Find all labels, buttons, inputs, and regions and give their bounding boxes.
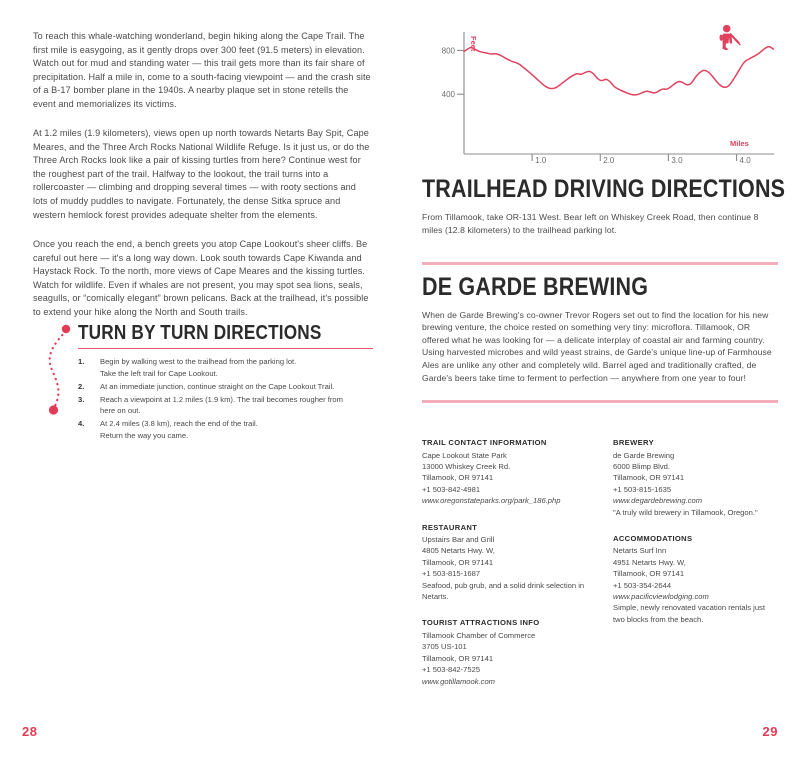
step-number: 3.: [78, 395, 85, 404]
contact-information: [422, 438, 778, 687]
paragraph-3: Once you reach the end, a bench greets you atop Cape Lookout's sheer cliffs. Be careful out here — it's a long way down. Look south towards Cape Kiwanda and Haystack Rock. To the north, more views of Cape Meares and the kissing turtles. Watch for wildlife. Even if whales are not present, you may spot sea lions, seals, seagulls, or “comically elegant” brown pelicans. Back at the trailhead, it's possible to extend your hike along the North and South trails.: [33, 239, 369, 317]
brewing-rule-bottom: [422, 400, 778, 403]
heading-rule: [78, 348, 373, 349]
y-tick-label: 400: [441, 90, 455, 100]
step-number: 4.: [78, 419, 85, 429]
step-number: 2.: [78, 381, 85, 391]
contact-line: 13000 Whiskey Creek Rd.: [422, 461, 511, 471]
driving-directions-heading: TRAILHEAD DRIVING DIRECTIONS: [422, 175, 786, 203]
step-number: 1.: [78, 357, 85, 367]
contact-note: "A truly wild brewery in Tillamook, Oregon.": [613, 507, 758, 517]
contact-note: Seafood, pub grub, and a solid drink selection in Netarts.: [422, 580, 585, 602]
turn-by-turn-heading: TURN BY TURN DIRECTIONS: [78, 322, 322, 344]
turn-by-turn-step: [78, 394, 373, 416]
brewing-heading: DE GARDE BREWING: [422, 272, 649, 301]
contact-line: 6000 Blimp Blvd.: [613, 461, 670, 471]
x-tick-label: 3.0: [671, 156, 683, 165]
contact-line: Tillamook, OR 97141: [613, 569, 685, 579]
contact-line: Cape Lookout State Park: [422, 450, 507, 460]
contact-column-left: [422, 438, 587, 687]
contact-line: Tillamook Chamber of Commerce: [422, 630, 536, 640]
contact-group: [422, 438, 587, 507]
step-line: here on out.: [100, 406, 141, 416]
contact-group: [613, 438, 778, 518]
page-number-left: 28: [22, 724, 38, 739]
left-body-column: [33, 30, 373, 319]
turn-by-turn-section: [78, 322, 373, 443]
contact-line: +1 503-815-1635: [613, 484, 672, 494]
step-text: [100, 394, 373, 416]
contact-line: de Garde Brewing: [613, 450, 675, 460]
contact-website[interactable]: www.gotillamook.com: [422, 676, 496, 686]
dotted-trail-icon: [40, 322, 82, 418]
step-line: Return the way you came.: [100, 430, 189, 440]
turn-by-turn-step: [78, 356, 373, 378]
x-tick-label: 1.0: [535, 156, 547, 165]
step-line: Reach a viewpoint at 1.2 miles (1.9 km). The trail becomes rougher from: [100, 395, 343, 404]
turn-by-turn-step: [78, 381, 373, 392]
step-line: Take the left trail for Cape Lookout.: [100, 368, 218, 378]
contact-group-title: BREWERY: [613, 438, 654, 447]
contact-website[interactable]: www.oregonstateparks.org/park_186.php: [422, 496, 561, 506]
page-right: [400, 0, 800, 757]
step-text: [100, 381, 373, 392]
brewing-section: [422, 262, 778, 403]
y-axis-label: Feet: [469, 36, 478, 52]
driving-directions-body: From Tillamook, take OR-131 West. Bear left on Whiskey Creek Road, then continue 8 miles (12.8 kilometers) to the trailhead parking lot.: [422, 212, 759, 235]
x-tick-label: 4.0: [739, 156, 751, 165]
step-line: At an immediate junction, continue straight on the Cape Lookout Trail.: [100, 381, 335, 391]
paragraph-2: At 1.2 miles (1.9 kilometers), views open up north towards Netarts Bay Spit, Cape Meares, and the Three Arch Rocks National Wildlife Refuge. Is it just us, or do the Three Arch Rocks look like a pair of kissing turtles from here? Continue west for the roughest part of the trail. Halfway to the lookout, the trail turns into a rollercoaster — climbing and dropping several times — with rooty sections and lots of muddy puddles to navigate. Fortunately, the dense Sitka spruce and western hemlock forest provides adequate shelter from the elements.: [33, 128, 370, 220]
contact-line: Tillamook, OR 97141: [422, 473, 494, 483]
turn-by-turn-step: [78, 418, 373, 440]
step-text: [100, 356, 373, 378]
contact-line: +1 503-354-2644: [613, 580, 672, 590]
brewing-body: When de Garde Brewing's co-owner Trevor Rogers set out to find the location for his new brewing venture, the choice rested on something very tiny: microflora. Tillamook, OR offered what he was looking for — a delicate interplay of coastal air and farming country. Using harvested microbes and wild yeast strains, de Garde's unique line-up of Farmhouse Ales are unlike any other and completely wild. Barrel aged and traditionally crafted, de Garde's beers take time to ferment to perfection — anywhere from one year to four!: [422, 309, 772, 383]
brewing-rule-top: [422, 262, 778, 265]
contact-group: [422, 618, 587, 687]
contact-note: Simple, newly renovated vacation rentals just two blocks from the beach.: [613, 603, 765, 624]
hiker-pole: [731, 35, 740, 45]
contact-line: Netarts Surf Inn: [613, 546, 667, 556]
contact-line: 4951 Netarts Hwy. W,: [613, 557, 686, 567]
contact-group-title: ACCOMMODATIONS: [613, 533, 693, 543]
contact-group-title: RESTAURANT: [422, 522, 478, 532]
x-axis-label: Miles: [730, 139, 749, 148]
page-number-right: 29: [762, 724, 778, 739]
contact-column-right: [613, 438, 778, 687]
contact-line: 4805 Netarts Hwy. W,: [422, 546, 495, 556]
contact-line: Upstairs Bar and Grill: [422, 535, 495, 545]
hiker-icon: [720, 25, 741, 50]
driving-directions-section: [422, 175, 786, 236]
contact-line: +1 503-842-4981: [422, 484, 481, 494]
contact-group-title: TOURIST ATTRACTIONS INFO: [422, 618, 540, 628]
paragraph-1: To reach this whale-watching wonderland, begin hiking along the Cape Trail. The first mile is easygoing, as it gently drops over 300 feet (91.5 meters) in elevation. Watch out for mud and standing water — this trail gets more than its fair share of precipitation. Half a mile in, come to a south-facing viewpoint — and the crash site of a B-17 bomber plane in the 1940s. A nearby plaque set in stone retells the event and memorializes its victims.: [33, 31, 371, 109]
step-line: At 2.4 miles (3.8 km), reach the end of the trail.: [100, 419, 258, 429]
contact-line: +1 503-842-7525: [422, 665, 481, 675]
contact-website[interactable]: www.degardebrewing.com: [613, 496, 703, 506]
x-tick-label: 2.0: [603, 156, 615, 165]
step-text: [100, 418, 373, 440]
y-tick-label: 800: [441, 46, 455, 56]
elevation-profile-chart: [422, 18, 782, 168]
step-line: Begin by walking west to the trailhead from the parking lot.: [100, 357, 297, 367]
contact-line: +1 503-815-1687: [422, 569, 481, 579]
contact-group: [422, 523, 587, 603]
turn-by-turn-list: [78, 356, 373, 440]
contact-line: Tillamook, OR 97141: [613, 473, 685, 483]
contact-group-title: TRAIL CONTACT INFORMATION: [422, 438, 547, 447]
contact-line: Tillamook, OR 97141: [422, 557, 494, 567]
hiker-head: [723, 25, 731, 33]
elevation-line: [464, 47, 773, 95]
contact-line: 3705 US-101: [422, 642, 467, 652]
contact-group: [613, 534, 778, 625]
contact-line: Tillamook, OR 97141: [422, 653, 494, 663]
contact-website[interactable]: www.pacificviewlodging.com: [613, 592, 709, 602]
